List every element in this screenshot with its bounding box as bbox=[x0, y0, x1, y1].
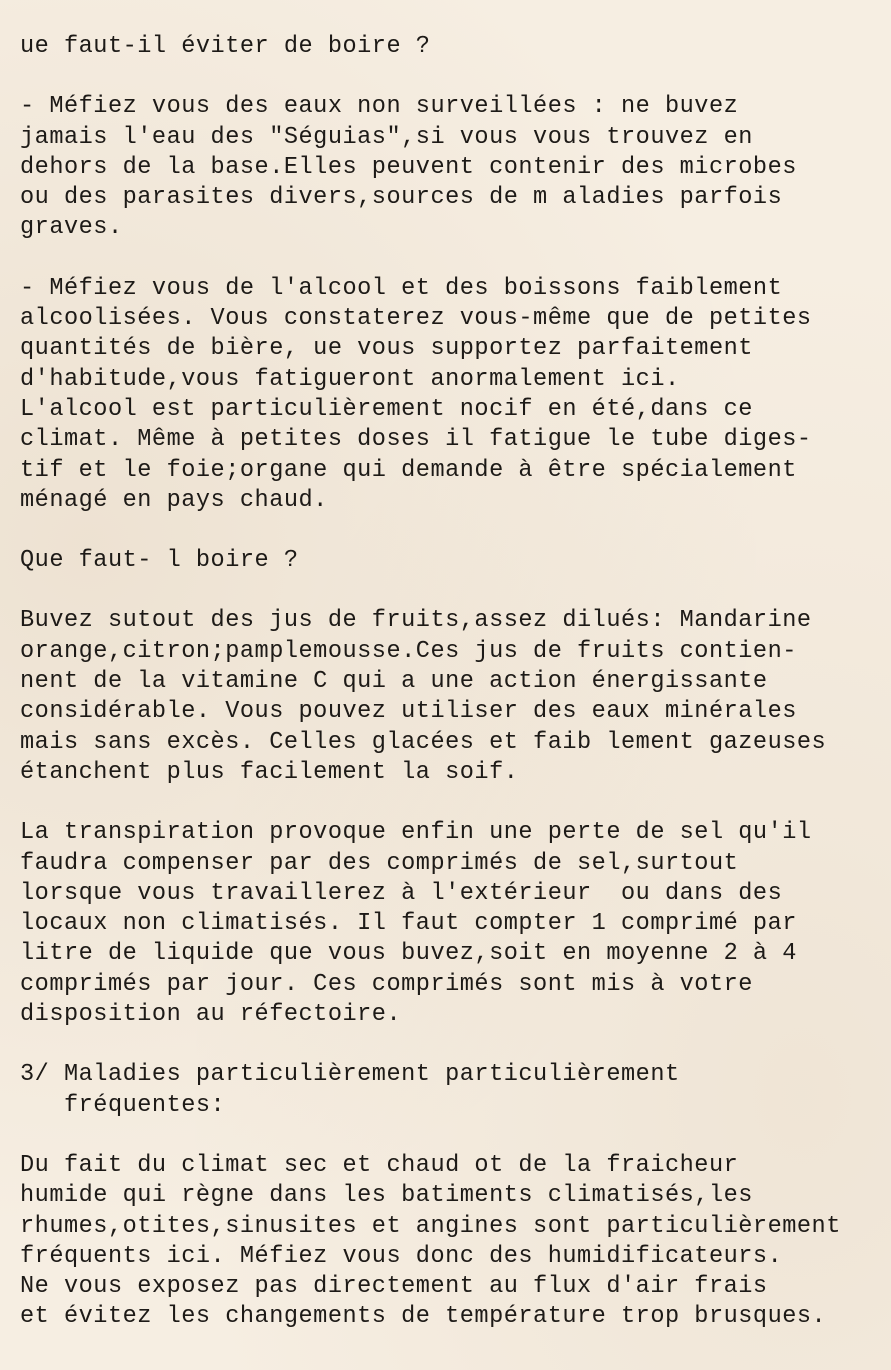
section-heading: Que faut- l boire ? bbox=[20, 547, 299, 575]
paragraph-line: Buvez sutout des jus de fruits,assez dilués: Mandarine bbox=[20, 607, 812, 635]
paragraph-line: nent de la vitamine C qui a une action énergissante bbox=[20, 668, 768, 696]
paragraph-line: graves. bbox=[20, 214, 123, 242]
paragraph-line: mais sans excès. Celles glacées et faib lement gazeuses bbox=[20, 728, 827, 756]
section-heading-block bbox=[20, 546, 891, 576]
paragraph-line: ménagé en pays chaud. bbox=[20, 486, 328, 514]
section-3-heading bbox=[20, 1060, 891, 1121]
paragraph-water bbox=[20, 92, 891, 243]
paragraph-line: locaux non climatisés. Il faut compter 1 comprimé par bbox=[20, 910, 797, 938]
paragraph-line: d'habitude,vous fatigueront anormalement ici. bbox=[20, 365, 680, 393]
paragraph-illnesses bbox=[20, 1151, 891, 1333]
page-title-block bbox=[20, 32, 891, 62]
paragraph-alcohol bbox=[20, 274, 891, 516]
paragraph-line: orange,citron;pamplemousse.Ces jus de fruits contien- bbox=[20, 637, 797, 665]
paragraph-line: alcoolisées. Vous constaterez vous-même que de petites bbox=[20, 305, 812, 333]
paragraph-line: climat. Même à petites doses il fatigue le tube diges- bbox=[20, 426, 812, 454]
paragraph-line: fréquents ici. Méfiez vous donc des humidificateurs. bbox=[20, 1242, 783, 1270]
paragraph-line: jamais l'eau des "Séguias",si vous vous trouvez en bbox=[20, 123, 753, 151]
paragraph-line: litre de liquide que vous buvez,soit en moyenne 2 à 4 bbox=[20, 940, 797, 968]
paragraph-line: faudra compenser par des comprimés de sel,surtout bbox=[20, 849, 739, 877]
paragraph-line: Ne vous exposez pas directement au flux d'air frais bbox=[20, 1273, 768, 1301]
paragraph-salt bbox=[20, 818, 891, 1030]
paragraph-line: disposition au réfectoire. bbox=[20, 1001, 402, 1029]
paragraph-line: et évitez les changements de température trop brusques. bbox=[20, 1303, 827, 1331]
section-heading: 3/ Maladies particulièrement particulièrement bbox=[20, 1061, 680, 1089]
paragraph-line: comprimés par jour. Ces comprimés sont mis à votre bbox=[20, 970, 753, 998]
paragraph-line: - Méfiez vous des eaux non surveillées : ne buvez bbox=[20, 93, 739, 121]
paragraph-line: considérable. Vous pouvez utiliser des eaux minérales bbox=[20, 698, 797, 726]
paragraph-line: L'alcool est particulièrement nocif en été,dans ce bbox=[20, 395, 753, 423]
page-title: ue faut-il éviter de boire ? bbox=[20, 33, 431, 60]
paragraph-line: quantités de bière, ue vous supportez parfaitement bbox=[20, 335, 753, 363]
paragraph-line: dehors de la base.Elles peuvent contenir des microbes bbox=[20, 153, 797, 181]
paragraph-line: La transpiration provoque enfin une perte de sel qu'il bbox=[20, 819, 812, 847]
paragraph-line: ou des parasites divers,sources de m aladies parfois bbox=[20, 184, 783, 212]
paragraph-line: étanchent plus facilement la soif. bbox=[20, 758, 519, 786]
paragraph-line: lorsque vous travaillerez à l'extérieur ou dans des bbox=[20, 879, 783, 907]
section-heading: fréquentes: bbox=[20, 1091, 226, 1119]
paragraph-line: Du fait du climat sec et chaud ot de la fraicheur bbox=[20, 1151, 739, 1179]
paragraph-drinks bbox=[20, 606, 891, 788]
paragraph-line: humide qui règne dans les batiments climatisés,les bbox=[20, 1182, 753, 1210]
paragraph-line: rhumes,otites,sinusites et angines sont particulièrement bbox=[20, 1212, 841, 1240]
paragraph-line: - Méfiez vous de l'alcool et des boissons faiblement bbox=[20, 274, 783, 302]
paragraph-line: tif et le foie;organe qui demande à être spécialement bbox=[20, 456, 797, 484]
